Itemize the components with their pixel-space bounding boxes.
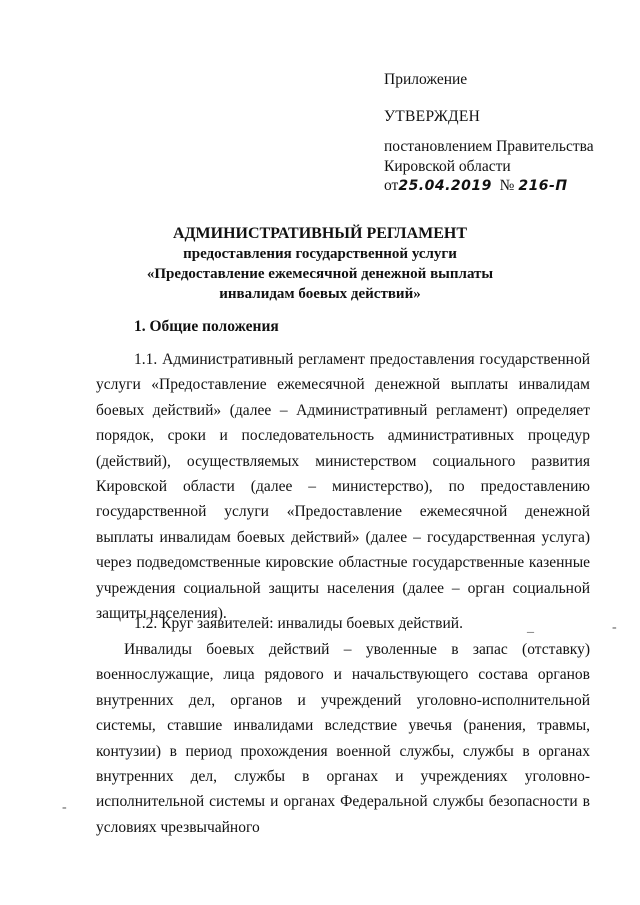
title-line-2: предоставления государственной услуги xyxy=(183,246,457,262)
scan-mark: - xyxy=(612,620,617,635)
scan-mark: - xyxy=(62,800,67,815)
document-title xyxy=(0,224,640,304)
decree-date: 25.04.2019 xyxy=(398,178,492,194)
title-line-3: «Предоставление ежемесячной денежной выплаты xyxy=(146,266,494,282)
decree-date-line xyxy=(384,176,624,197)
decree-block xyxy=(384,137,624,197)
number-prefix: № xyxy=(499,177,515,194)
appendix-label: Приложение xyxy=(384,71,468,88)
paragraph-1-1: 1.1. Административный регламент предоставления государственной услуги «Предоставление ежемесячной денежной выплаты инвалидам боевых действий» (далее – Административный регламент) определяет порядок, сроки и последовательность административных процедур (действий), осуществляемых министерством социального развития Кировской области (далее – министерство), по предоставлению государственной услуги «Предоставление ежемесячной денежной выплаты инвалидам боевых действий» (далее – государственная услуга) через подведомственные кировские областные государственные казенные учреждения социальной защиты населения (далее – орган социальной защиты населения). xyxy=(96,351,590,623)
section-heading: 1. Общие положения xyxy=(134,318,279,335)
approved-label: УТВЕРЖДЕН xyxy=(384,108,481,125)
title-line-4: инвалидам боевых действий» xyxy=(219,286,421,302)
scan-mark: _ xyxy=(527,620,534,635)
decree-line-1: постановлением Правительства xyxy=(384,138,594,155)
date-prefix: от xyxy=(384,177,399,194)
paragraph-invalids: Инвалиды боевых действий – уволенные в запас (отставку) военнослужащие, лица рядового и начальствующего состава органов внутренних дел, органов и учреждений уголовно-исполнительной системы, ставшие инвалидами вследствие увечья (ранения, травмы, контузии) в период прохождения военной службы, службы в органах внутренних дел, службы в органах и учреждениях уголовно-исполнительной системы и органах Федеральной службы безопасности в условиях чрезвычайного xyxy=(96,641,590,836)
title-line-1: АДМИНИСТРАТИВНЫЙ РЕГЛАМЕНТ xyxy=(172,225,468,242)
decree-line-2: Кировской области xyxy=(384,157,511,175)
decree-number: 216-П xyxy=(518,178,568,194)
paragraph-1-2: 1.2. Круг заявителей: инвалиды боевых действий. xyxy=(134,615,463,632)
